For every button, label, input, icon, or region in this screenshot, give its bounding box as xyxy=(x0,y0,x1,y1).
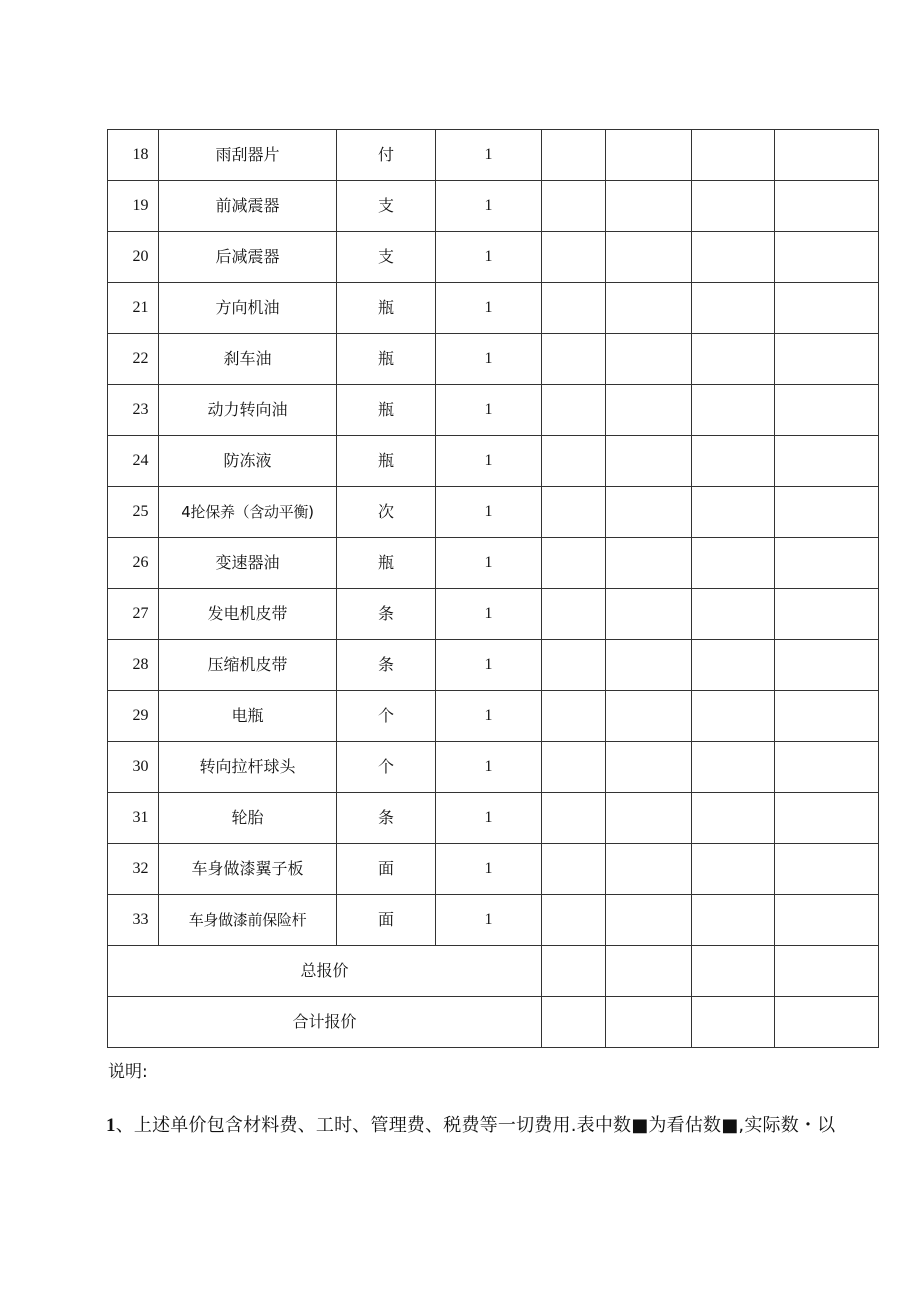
unit-price-cell xyxy=(542,181,606,232)
remark-cell xyxy=(692,997,775,1048)
amount-cell xyxy=(606,436,692,487)
extra-cell xyxy=(775,385,879,436)
remark-cell xyxy=(692,334,775,385)
extra-cell xyxy=(775,334,879,385)
total-quote-row xyxy=(108,946,879,997)
item-unit: 付 xyxy=(337,130,436,181)
row-number: 30 xyxy=(108,742,159,793)
item-name: 变速器油 xyxy=(159,538,337,589)
row-number: 29 xyxy=(108,691,159,742)
extra-cell xyxy=(775,946,879,997)
amount-cell xyxy=(606,181,692,232)
extra-cell xyxy=(775,742,879,793)
table-row xyxy=(108,640,879,691)
remark-cell xyxy=(692,487,775,538)
item-name: 4抡保养（含动平衡) xyxy=(159,487,337,538)
remark-cell xyxy=(692,181,775,232)
extra-cell xyxy=(775,691,879,742)
row-number: 27 xyxy=(108,589,159,640)
amount-cell xyxy=(606,946,692,997)
extra-cell xyxy=(775,640,879,691)
item-unit: 瓶 xyxy=(337,436,436,487)
item-quantity: 1 xyxy=(436,691,542,742)
unit-price-cell xyxy=(542,844,606,895)
item-name: 发电机皮带 xyxy=(159,589,337,640)
amount-cell xyxy=(606,793,692,844)
remark-cell xyxy=(692,385,775,436)
extra-cell xyxy=(775,793,879,844)
row-number: 25 xyxy=(108,487,159,538)
extra-cell xyxy=(775,589,879,640)
unit-price-cell xyxy=(542,640,606,691)
sum-quote-row xyxy=(108,997,879,1048)
item-quantity: 1 xyxy=(436,283,542,334)
item-name: 转向拉杆球头 xyxy=(159,742,337,793)
extra-cell xyxy=(775,844,879,895)
row-number: 19 xyxy=(108,181,159,232)
notes-line-1-text: 、上述单价包含材料费、工时、管理费、税费等一切费用.表中数■为看估数■,实际数・以 xyxy=(115,1115,836,1136)
remark-cell xyxy=(692,283,775,334)
amount-cell xyxy=(606,640,692,691)
table-row xyxy=(108,130,879,181)
row-number: 32 xyxy=(108,844,159,895)
unit-price-cell xyxy=(542,895,606,946)
unit-price-cell xyxy=(542,538,606,589)
amount-cell xyxy=(606,997,692,1048)
item-unit: 面 xyxy=(337,844,436,895)
amount-cell xyxy=(606,895,692,946)
table-row xyxy=(108,793,879,844)
row-number: 28 xyxy=(108,640,159,691)
amount-cell xyxy=(606,334,692,385)
remark-cell xyxy=(692,436,775,487)
table-body xyxy=(108,130,879,1048)
table-row xyxy=(108,232,879,283)
item-quantity: 1 xyxy=(436,385,542,436)
item-unit: 条 xyxy=(337,640,436,691)
row-number: 20 xyxy=(108,232,159,283)
item-quantity: 1 xyxy=(436,640,542,691)
item-quantity: 1 xyxy=(436,895,542,946)
extra-cell xyxy=(775,997,879,1048)
remark-cell xyxy=(692,589,775,640)
row-number: 31 xyxy=(108,793,159,844)
unit-price-cell xyxy=(542,997,606,1048)
item-name: 防冻液 xyxy=(159,436,337,487)
item-quantity: 1 xyxy=(436,334,542,385)
row-number: 22 xyxy=(108,334,159,385)
item-unit: 瓶 xyxy=(337,283,436,334)
item-name: 后减震器 xyxy=(159,232,337,283)
extra-cell xyxy=(775,487,879,538)
item-unit: 瓶 xyxy=(337,385,436,436)
notes-line-1-number: 1 xyxy=(106,1115,116,1136)
unit-price-cell xyxy=(542,385,606,436)
amount-cell xyxy=(606,691,692,742)
unit-price-cell xyxy=(542,742,606,793)
item-quantity: 1 xyxy=(436,436,542,487)
sum-quote-label: 合计报价 xyxy=(108,997,542,1048)
table-row xyxy=(108,895,879,946)
remark-cell xyxy=(692,640,775,691)
unit-price-cell xyxy=(542,334,606,385)
item-unit: 次 xyxy=(337,487,436,538)
row-number: 24 xyxy=(108,436,159,487)
remark-cell xyxy=(692,742,775,793)
row-number: 23 xyxy=(108,385,159,436)
item-unit: 瓶 xyxy=(337,334,436,385)
item-unit: 条 xyxy=(337,589,436,640)
item-unit: 个 xyxy=(337,742,436,793)
remark-cell xyxy=(692,538,775,589)
extra-cell xyxy=(775,130,879,181)
table-row xyxy=(108,538,879,589)
remark-cell xyxy=(692,130,775,181)
unit-price-cell xyxy=(542,436,606,487)
item-unit: 瓶 xyxy=(337,538,436,589)
extra-cell xyxy=(775,283,879,334)
item-unit: 支 xyxy=(337,232,436,283)
item-name: 车身做漆前保险杆 xyxy=(159,895,337,946)
extra-cell xyxy=(775,895,879,946)
notes-label: 说明: xyxy=(108,1062,148,1082)
item-name: 雨刮器片 xyxy=(159,130,337,181)
amount-cell xyxy=(606,487,692,538)
quotation-table xyxy=(107,129,879,1048)
table-row xyxy=(108,334,879,385)
table-row xyxy=(108,283,879,334)
amount-cell xyxy=(606,130,692,181)
item-quantity: 1 xyxy=(436,130,542,181)
remark-cell xyxy=(692,793,775,844)
item-name: 刹车油 xyxy=(159,334,337,385)
amount-cell xyxy=(606,589,692,640)
table-row xyxy=(108,385,879,436)
table-row xyxy=(108,487,879,538)
item-name: 电瓶 xyxy=(159,691,337,742)
item-quantity: 1 xyxy=(436,181,542,232)
item-name: 前减震器 xyxy=(159,181,337,232)
unit-price-cell xyxy=(542,793,606,844)
table-row xyxy=(108,844,879,895)
amount-cell xyxy=(606,232,692,283)
item-name: 轮胎 xyxy=(159,793,337,844)
item-quantity: 1 xyxy=(436,742,542,793)
amount-cell xyxy=(606,283,692,334)
table-row xyxy=(108,691,879,742)
item-unit: 条 xyxy=(337,793,436,844)
item-quantity: 1 xyxy=(436,793,542,844)
remark-cell xyxy=(692,691,775,742)
unit-price-cell xyxy=(542,691,606,742)
unit-price-cell xyxy=(542,589,606,640)
extra-cell xyxy=(775,232,879,283)
item-name: 方向机油 xyxy=(159,283,337,334)
item-unit: 个 xyxy=(337,691,436,742)
item-name: 车身做漆翼子板 xyxy=(159,844,337,895)
notes-line-1 xyxy=(106,1114,835,1138)
extra-cell xyxy=(775,181,879,232)
item-name: 动力转向油 xyxy=(159,385,337,436)
extra-cell xyxy=(775,538,879,589)
row-number: 18 xyxy=(108,130,159,181)
amount-cell xyxy=(606,385,692,436)
unit-price-cell xyxy=(542,232,606,283)
extra-cell xyxy=(775,436,879,487)
item-unit: 支 xyxy=(337,181,436,232)
table-row xyxy=(108,436,879,487)
table-row xyxy=(108,589,879,640)
unit-price-cell xyxy=(542,283,606,334)
row-number: 33 xyxy=(108,895,159,946)
amount-cell xyxy=(606,742,692,793)
row-number: 21 xyxy=(108,283,159,334)
table-row xyxy=(108,742,879,793)
total-quote-label: 总报价 xyxy=(108,946,542,997)
remark-cell xyxy=(692,946,775,997)
item-quantity: 1 xyxy=(436,232,542,283)
amount-cell xyxy=(606,538,692,589)
remark-cell xyxy=(692,232,775,283)
table-row xyxy=(108,181,879,232)
remark-cell xyxy=(692,895,775,946)
item-quantity: 1 xyxy=(436,844,542,895)
item-name: 压缩机皮带 xyxy=(159,640,337,691)
item-quantity: 1 xyxy=(436,538,542,589)
unit-price-cell xyxy=(542,130,606,181)
unit-price-cell xyxy=(542,946,606,997)
remark-cell xyxy=(692,844,775,895)
amount-cell xyxy=(606,844,692,895)
item-quantity: 1 xyxy=(436,589,542,640)
item-quantity: 1 xyxy=(436,487,542,538)
item-unit: 面 xyxy=(337,895,436,946)
row-number: 26 xyxy=(108,538,159,589)
unit-price-cell xyxy=(542,487,606,538)
